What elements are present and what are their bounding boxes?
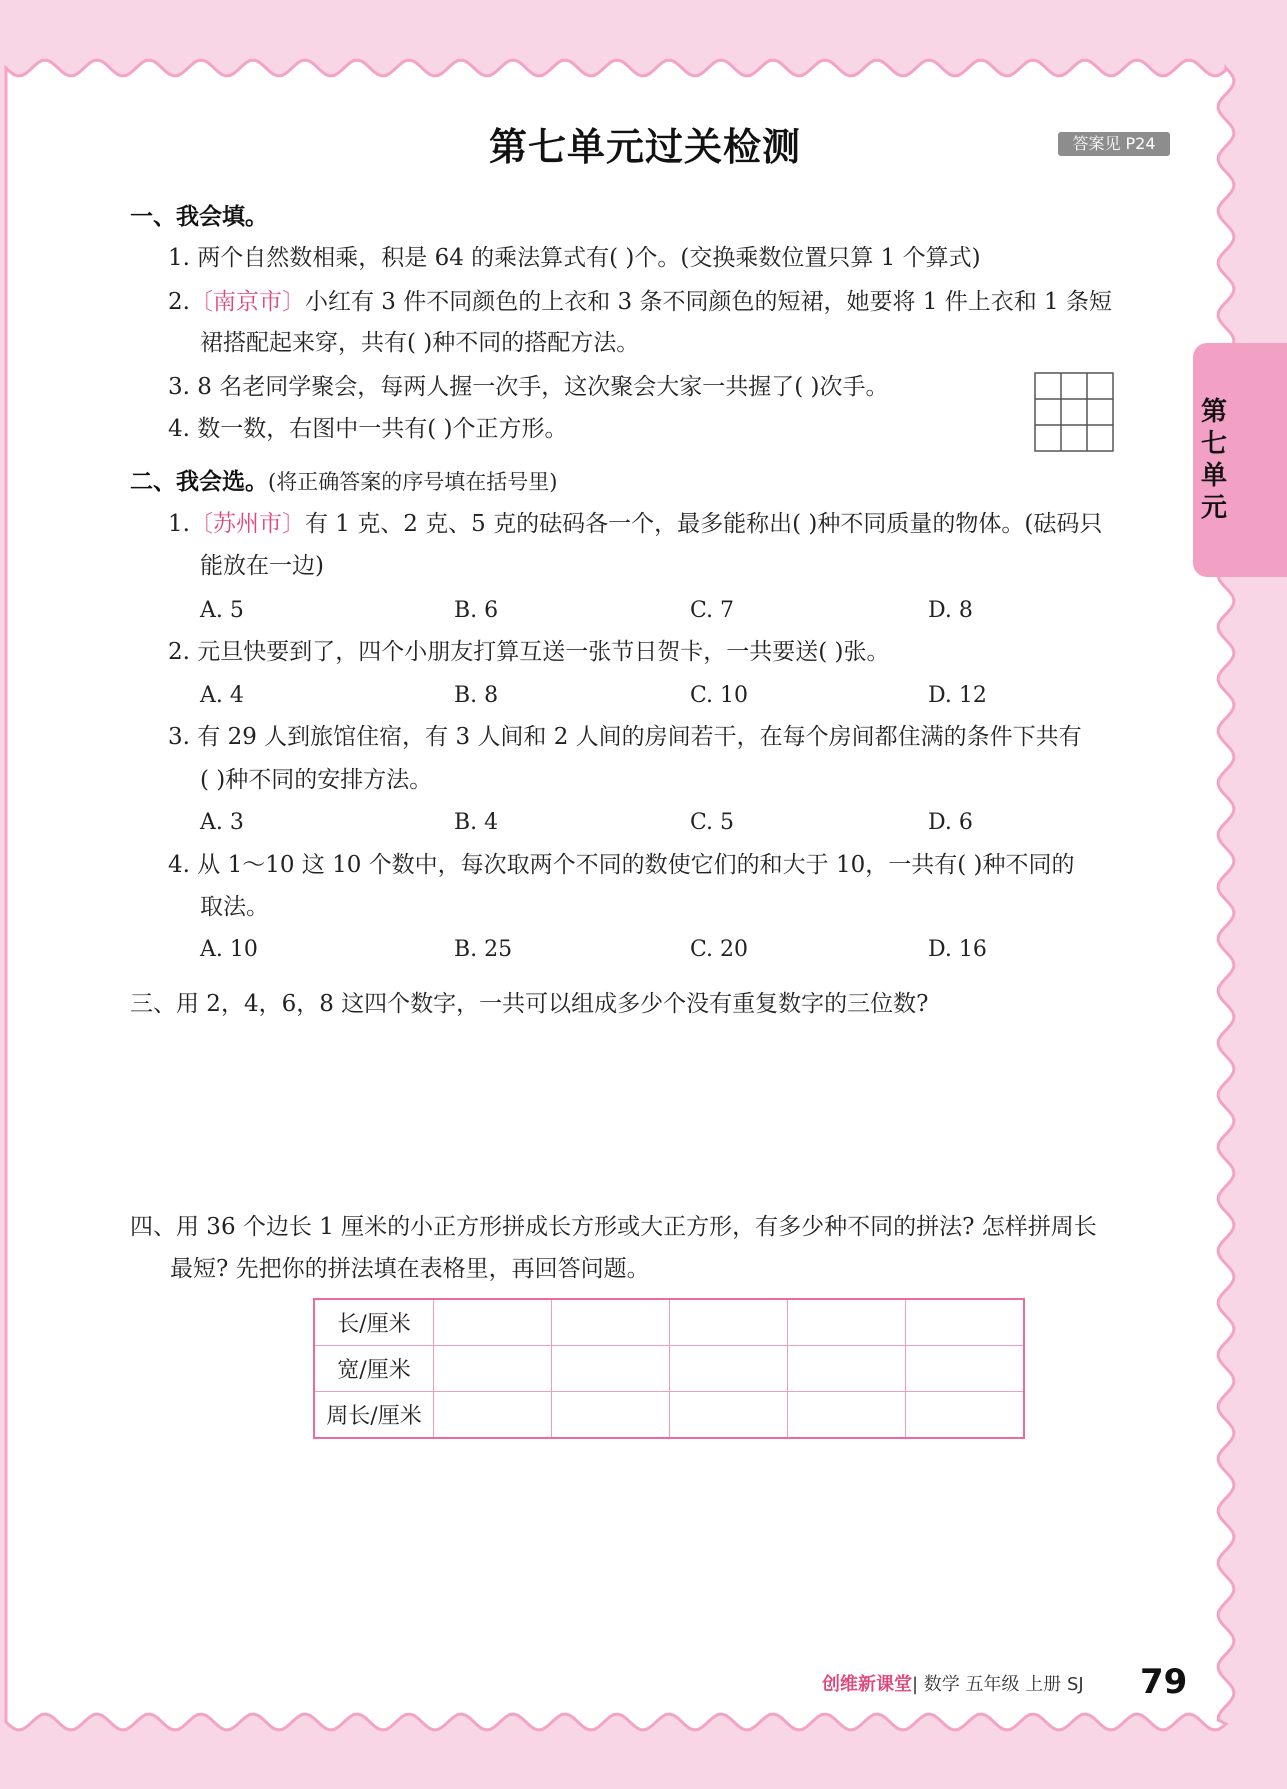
table-cell[interactable]: [552, 1392, 670, 1439]
s2-question-3: 3. 有 29 人到旅馆住宿，有 3 人间和 2 人间的房间若干，在每个房间都住满的条件下共有: [168, 724, 1082, 750]
table-cell[interactable]: [906, 1299, 1025, 1346]
s1-q2-number: 2.: [168, 289, 190, 315]
s2-q1-option-d: D. 8: [928, 598, 973, 623]
s2-q3-option-b: B. 4: [454, 810, 499, 835]
table-cell[interactable]: [788, 1392, 906, 1439]
table-row: [314, 1346, 1024, 1392]
s2-q1-source-tag: 〔苏州市〕: [189, 511, 305, 537]
s2-q1-option-c: C. 7: [690, 598, 735, 623]
table-cell[interactable]: [906, 1346, 1025, 1392]
s1-q2-text: 小红有 3 件不同颜色的上衣和 3 条不同颜色的短裙，她要将 1 件上衣和 1 条短: [304, 289, 1112, 315]
s2-q2-option-b: B. 8: [454, 683, 499, 708]
table-cell[interactable]: [434, 1346, 552, 1392]
section-2-title: 二、我会选。: [130, 469, 268, 495]
s2-question-2: 2. 元旦快要到了，四个小朋友打算互送一张节日贺卡，一共要送( )张。: [168, 639, 890, 665]
table-cell[interactable]: [788, 1346, 906, 1392]
square-grid-figure: [1034, 372, 1114, 452]
section-2-heading: [130, 467, 557, 497]
s2-q4-option-a: A. 10: [200, 937, 258, 962]
table-cell[interactable]: [434, 1392, 552, 1439]
row-header-width: 宽/厘米: [314, 1346, 434, 1392]
s1-question-4: 4. 数一数，右图中一共有( )个正方形。: [168, 416, 568, 442]
footer-info: [822, 1670, 1084, 1696]
table-row: [314, 1392, 1024, 1439]
row-header-length: 长/厘米: [314, 1299, 434, 1346]
table-cell[interactable]: [670, 1346, 788, 1392]
s2-q1-option-b: B. 6: [454, 598, 499, 623]
footer-brand: 创维新课堂: [822, 1674, 912, 1695]
s2-q3-option-a: A. 3: [200, 810, 244, 835]
section-3-question: 三、用 2，4，6，8 这四个数字，一共可以组成多少个没有重复数字的三位数?: [130, 991, 929, 1017]
s2-q3-option-d: D. 6: [928, 810, 973, 835]
s2-q4-option-c: C. 20: [690, 937, 749, 962]
s2-q2-option-a: A. 4: [200, 683, 244, 708]
s2-q4-continued: 取法。: [200, 894, 269, 920]
table-cell[interactable]: [670, 1299, 788, 1346]
section-4-continued: 最短? 先把你的拼法填在表格里，再回答问题。: [170, 1256, 650, 1282]
answer-reference-badge: 答案见 P24: [1058, 132, 1170, 156]
s2-q4-option-b: B. 25: [454, 937, 513, 962]
footer-book-info: | 数学 五年级 上册 SJ: [912, 1674, 1084, 1695]
s1-q2-source-tag: 〔南京市〕: [189, 289, 305, 315]
s2-q3-continued: ( )种不同的安排方法。: [200, 767, 433, 793]
s2-q1-number: 1.: [168, 511, 190, 537]
s2-q1-continued: 能放在一边): [200, 553, 324, 579]
s2-q1-option-a: A. 5: [200, 598, 244, 623]
s2-q3-option-c: C. 5: [690, 810, 735, 835]
table-cell[interactable]: [552, 1299, 670, 1346]
s2-q4-option-d: D. 16: [928, 937, 987, 962]
table-cell[interactable]: [552, 1346, 670, 1392]
section-4-question: 四、用 36 个边长 1 厘米的小正方形拼成长方形或大正方形，有多少种不同的拼法? 怎样拼周长: [130, 1214, 1097, 1240]
s2-question-4: 4. 从 1～10 这 10 个数中，每次取两个不同的数使它们的和大于 10，一共有( )种不同的: [168, 852, 1075, 878]
row-header-perimeter: 周长/厘米: [314, 1392, 434, 1439]
table-cell[interactable]: [906, 1392, 1025, 1439]
section-1-heading: 一、我会填。: [130, 204, 268, 230]
page-number: 79: [1140, 1662, 1188, 1702]
section-2-note: (将正确答案的序号填在括号里): [268, 470, 558, 494]
page-title: 第七单元过关检测: [488, 125, 801, 169]
s1-question-3: 3. 8 名老同学聚会，每两人握一次手，这次聚会大家一共握了( )次手。: [168, 374, 889, 400]
s2-q1-text: 有 1 克、2 克、5 克的砝码各一个，最多能称出( )种不同质量的物体。(砝码只: [304, 511, 1103, 537]
arrangement-table: [313, 1298, 1025, 1439]
s2-question-1: [168, 509, 1102, 539]
s1-question-1: 1. 两个自然数相乘，积是 64 的乘法算式有( )个。(交换乘数位置只算 1 个算式): [168, 245, 981, 271]
table-cell[interactable]: [434, 1299, 552, 1346]
unit-side-tab-label: 第七单元: [1201, 397, 1228, 523]
s2-q2-option-c: C. 10: [690, 683, 749, 708]
table-cell[interactable]: [788, 1299, 906, 1346]
s2-q2-option-d: D. 12: [928, 683, 987, 708]
table-cell[interactable]: [670, 1392, 788, 1439]
table-row: [314, 1299, 1024, 1346]
s1-q2-continued: 裙搭配起来穿，共有( )种不同的搭配方法。: [200, 330, 640, 356]
s1-question-2: [168, 287, 1112, 317]
